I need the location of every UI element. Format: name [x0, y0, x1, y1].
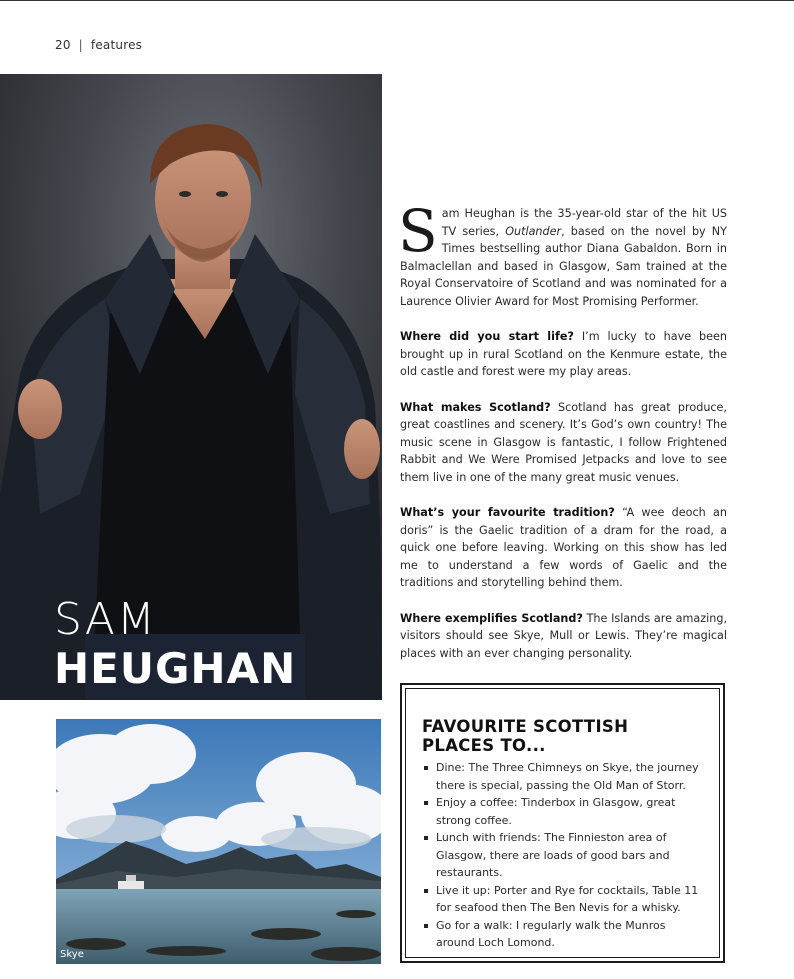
favourite-places-box — [400, 683, 725, 963]
list-item: Live it up: Porter and Rye for cocktails, Table 11 for seafood then The Ben Nevis for a whisky. — [422, 882, 705, 917]
page-number: 20 — [55, 38, 71, 52]
section-name: features — [90, 38, 143, 52]
qa-paragraph — [400, 399, 727, 487]
qa-question: What’s your favourite tradition? — [400, 506, 615, 519]
drop-cap: S — [398, 197, 438, 265]
list-item: Dine: The Three Chimneys on Skye, the journey there is special, passing the Old Man of Storr. — [422, 759, 705, 794]
favourite-places-list — [422, 759, 705, 952]
page-header — [55, 38, 142, 52]
hero-portrait — [0, 74, 382, 700]
qa-question: Where did you start life? — [400, 330, 574, 343]
skye-landscape — [56, 719, 381, 964]
hero-last-name: HEUGHAN — [54, 644, 297, 693]
skye-photo — [56, 719, 381, 964]
show-title: Outlander — [505, 224, 562, 238]
favourite-title-line1: FAVOURITE SCOTTISH — [422, 717, 629, 736]
qa-paragraph — [400, 504, 727, 592]
header-separator: | — [78, 38, 83, 52]
list-item: Enjoy a coffee: Tinderbox in Glasgow, great strong coffee. — [422, 794, 705, 829]
list-item: Lunch with friends: The Finnieston area of Glasgow, there are loads of good bars and restaurants. — [422, 829, 705, 882]
intro-text-2: , based on the novel by NY Times bestselling author Diana Gabaldon. Born in Balmaclellan and based in Glasgow, Sam trained at the Royal Conservatoire of Scotland and was nominated for a Laurence Olivier Award for Most Promising Performer. — [400, 224, 727, 308]
qa-paragraph — [400, 328, 727, 381]
qa-answer: “A wee deoch an doris” is the Gaelic tradition of a dram for the road, a quick one before leaving. Working on this show has led me to understand a few words of Gaelic and the traditions and storytelling behind them. — [400, 506, 727, 589]
qa-answer: The Islands are amazing, visitors should see Skye, Mull or Lewis. They’re magical places with an ever changing personality. — [400, 611, 727, 660]
article-body — [398, 197, 727, 680]
qa-paragraph — [400, 610, 727, 663]
list-item: Go for a walk: I regularly walk the Munros around Loch Lomond. — [422, 917, 705, 952]
top-rule — [0, 0, 794, 1]
intro-text-1: am Heughan is the 35-year-old star of the hit US TV series, — [441, 207, 727, 238]
intro-paragraph — [398, 197, 727, 310]
skye-caption: Skye — [60, 949, 84, 960]
favourite-title-line2: PLACES TO... — [422, 736, 546, 755]
qa-answer: I’m lucky to have been brought up in rural Scotland on the Kenmure estate, the old castle and forest were my play areas. — [400, 330, 727, 378]
favourite-places-inner — [405, 688, 720, 958]
qa-question: What makes Scotland? — [400, 400, 551, 414]
qa-answer: Scotland has great produce, great coastlines and scenery. It’s God’s own country! The music scene in Glasgow is fantastic, I follow Frightened Rabbit and We Were Promised Jetpacks and love to see them live in one of the many great music venues. — [400, 400, 727, 484]
qa-question: Where exemplifies Scotland? — [400, 611, 583, 625]
hero-first-name: SAM — [54, 594, 157, 645]
favourite-places-title — [422, 717, 705, 755]
